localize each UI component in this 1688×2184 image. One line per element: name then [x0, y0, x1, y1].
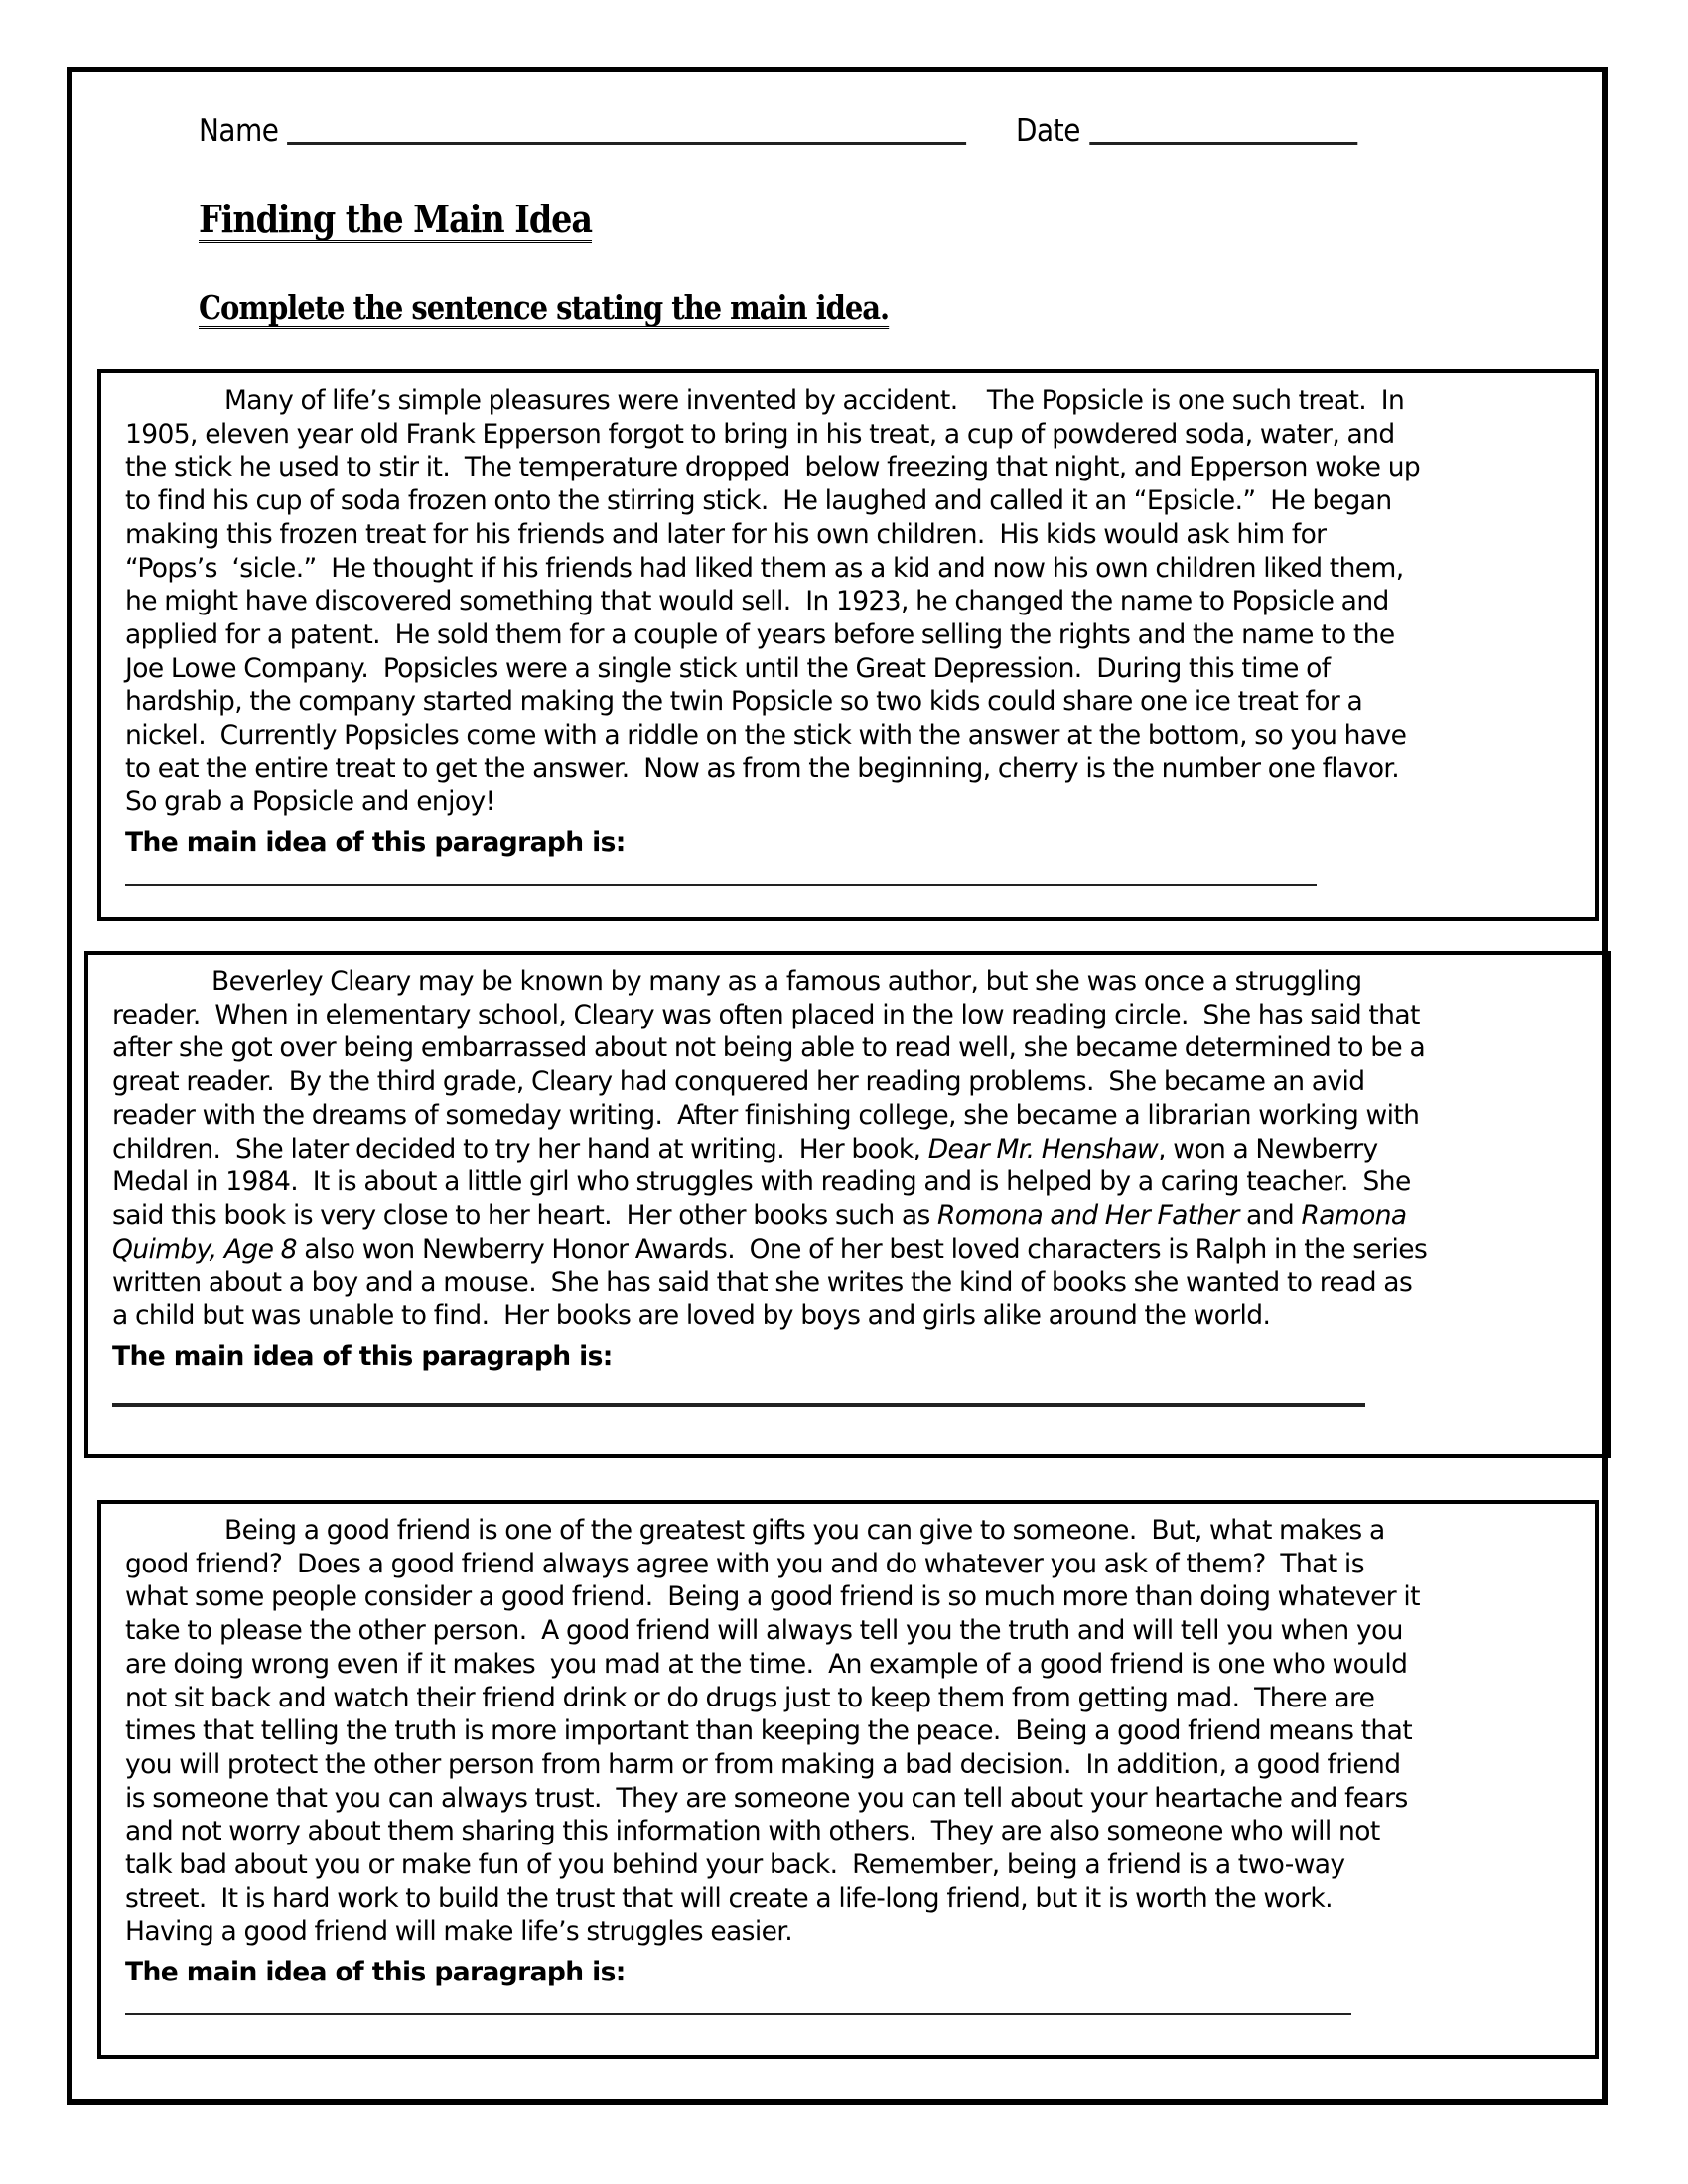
passage-line: 1905, eleven year old Frank Epperson forgot to bring in his treat, a cup of powdered soda, water, and: [125, 418, 1395, 450]
text-run: also won Newberry Honor Awards. One of her best loved characters is Ralph in the series: [296, 1233, 1428, 1265]
passage-line: you will protect the other person from harm or from making a bad decision. In addition, a good friend: [125, 1748, 1401, 1780]
page-title: Finding the Main Idea: [199, 197, 592, 241]
passage-line: times that telling the truth is more important than keeping the peace. Being a good friend means that: [125, 1715, 1413, 1747]
passage-text-1: [125, 384, 1573, 819]
passage-box-1: [97, 369, 1599, 921]
passage-line: take to please the other person. A good friend will always tell you the truth and will tell you when you: [125, 1615, 1403, 1647]
passage-line: not sit back and watch their friend drink or do drugs just to keep them from getting mad. There are: [125, 1682, 1375, 1713]
passage-text-3: [125, 1514, 1573, 1949]
main-idea-answer-line-3[interactable]: [125, 2013, 1351, 2015]
passage-line: he might have discovered something that would sell. In 1923, he changed the name to Popsicle and: [125, 586, 1389, 617]
main-idea-prompt-1: The main idea of this paragraph is:: [125, 827, 626, 859]
text-run: said this book is very close to her heart. Her other books such as: [112, 1199, 938, 1231]
passage-line: is someone that you can always trust. They are someone you can tell about your heartache and fears: [125, 1782, 1408, 1814]
text-run: , won a Newberry: [1158, 1133, 1378, 1164]
passage-line: reader. When in elementary school, Cleary was often placed in the low reading circle. She has said that: [112, 999, 1420, 1030]
book-title: Dear Mr. Henshaw: [927, 1133, 1159, 1164]
date-input-line[interactable]: [1089, 140, 1357, 145]
passage-line: after she got over being embarrassed about not being able to read well, she became determined to be a: [112, 1032, 1426, 1064]
passage-line: [112, 1233, 1585, 1267]
passage-line: to find his cup of soda frozen onto the stirring stick. He laughed and called it an “Epsicle.” He began: [125, 485, 1392, 517]
passage-line: what some people consider a good friend. Being a good friend is so much more than doing whatever it: [125, 1581, 1420, 1613]
passage-line: great reader. By the third grade, Cleary had conquered her reading problems. She became an avid: [112, 1066, 1365, 1098]
name-label: Name: [199, 113, 279, 149]
passage-line: talk bad about you or make fun of you behind your back. Remember, being a friend is a two-way: [125, 1849, 1345, 1881]
book-title: Romona and Her Father: [937, 1199, 1239, 1231]
passage-line: Being a good friend is one of the greatest gifts you can give to someone. But, what makes a: [224, 1515, 1385, 1546]
book-title: Ramona: [1301, 1199, 1407, 1231]
passage-line: and not worry about them sharing this information with others. They are also someone who will not: [125, 1816, 1380, 1847]
passage-line: Beverley Cleary may be known by many as a famous author, but she was once a struggling: [211, 966, 1362, 997]
passage-line: So grab a Popsicle and enjoy!: [125, 786, 495, 818]
passage-box-3: [97, 1500, 1599, 2059]
passage-line: are doing wrong even if it makes you mad at the time. An example of a good friend is one who would: [125, 1648, 1408, 1680]
passage-line: Medal in 1984. It is about a little girl who struggles with reading and is helped by a caring teacher. She: [112, 1166, 1411, 1198]
passage-line: applied for a patent. He sold them for a couple of years before selling the rights and the name to the: [125, 618, 1395, 650]
passage-line: hardship, the company started making the twin Popsicle so two kids could share one ice treat for a: [125, 686, 1363, 718]
passage-line: reader with the dreams of someday writing. After finishing college, she became a librarian working with: [112, 1099, 1420, 1131]
passage-line: to eat the entire treat to get the answer. Now as from the beginning, cherry is the number one flavor.: [125, 752, 1400, 784]
passage-text-2: [112, 965, 1585, 1333]
passage-line: street. It is hard work to build the trust that will create a life-long friend, but it is worth the work.: [125, 1882, 1333, 1914]
passage-line: making this frozen treat for his friends and later for his own children. His kids would ask him for: [125, 518, 1327, 550]
name-field: [199, 113, 967, 149]
main-idea-prompt-2: The main idea of this paragraph is:: [112, 1340, 613, 1372]
passage-line: good friend? Does a good friend always agree with you and do whatever you ask of them? That is: [125, 1548, 1364, 1579]
passage-line: a child but was unable to find. Her books are loved by boys and girls alike around the world.: [112, 1300, 1271, 1332]
passage-line: Joe Lowe Company. Popsicles were a single stick until the Great Depression. During this time of: [125, 652, 1331, 684]
header-row: [199, 99, 1357, 149]
passage-line: Having a good friend will make life’s struggles easier.: [125, 1916, 793, 1948]
passage-line: written about a boy and a mouse. She has said that she writes the kind of books she wanted to read as: [112, 1267, 1413, 1298]
passage-line: the stick he used to stir it. The temperature dropped below freezing that night, and Epperson woke up: [125, 452, 1421, 483]
main-idea-answer-line-1[interactable]: [125, 884, 1317, 886]
main-idea-prompt-3: The main idea of this paragraph is:: [125, 1957, 626, 1988]
date-label: Date: [1016, 113, 1080, 149]
passage-line: [112, 1133, 1585, 1166]
main-idea-answer-line-2[interactable]: [112, 1403, 1365, 1407]
passage-line: [112, 1199, 1585, 1233]
text-run: and: [1238, 1199, 1302, 1231]
passage-line: nickel. Currently Popsicles come with a riddle on the stick with the answer at the bottom, so you have: [125, 720, 1407, 751]
name-input-line[interactable]: [288, 140, 967, 145]
passage-box-2: [84, 951, 1611, 1458]
book-title: Quimby, Age 8: [112, 1233, 297, 1265]
text-run: children. She later decided to try her hand at writing. Her book,: [112, 1133, 928, 1164]
date-field: [1016, 113, 1357, 149]
passage-line: “Pops’s ‘sicle.” He thought if his friends had liked them as a kid and now his own children liked them,: [125, 552, 1404, 584]
passage-line: Many of life’s simple pleasures were invented by accident. The Popsicle is one such treat. In: [224, 385, 1405, 416]
instructions: Complete the sentence stating the main idea.: [199, 290, 889, 329]
